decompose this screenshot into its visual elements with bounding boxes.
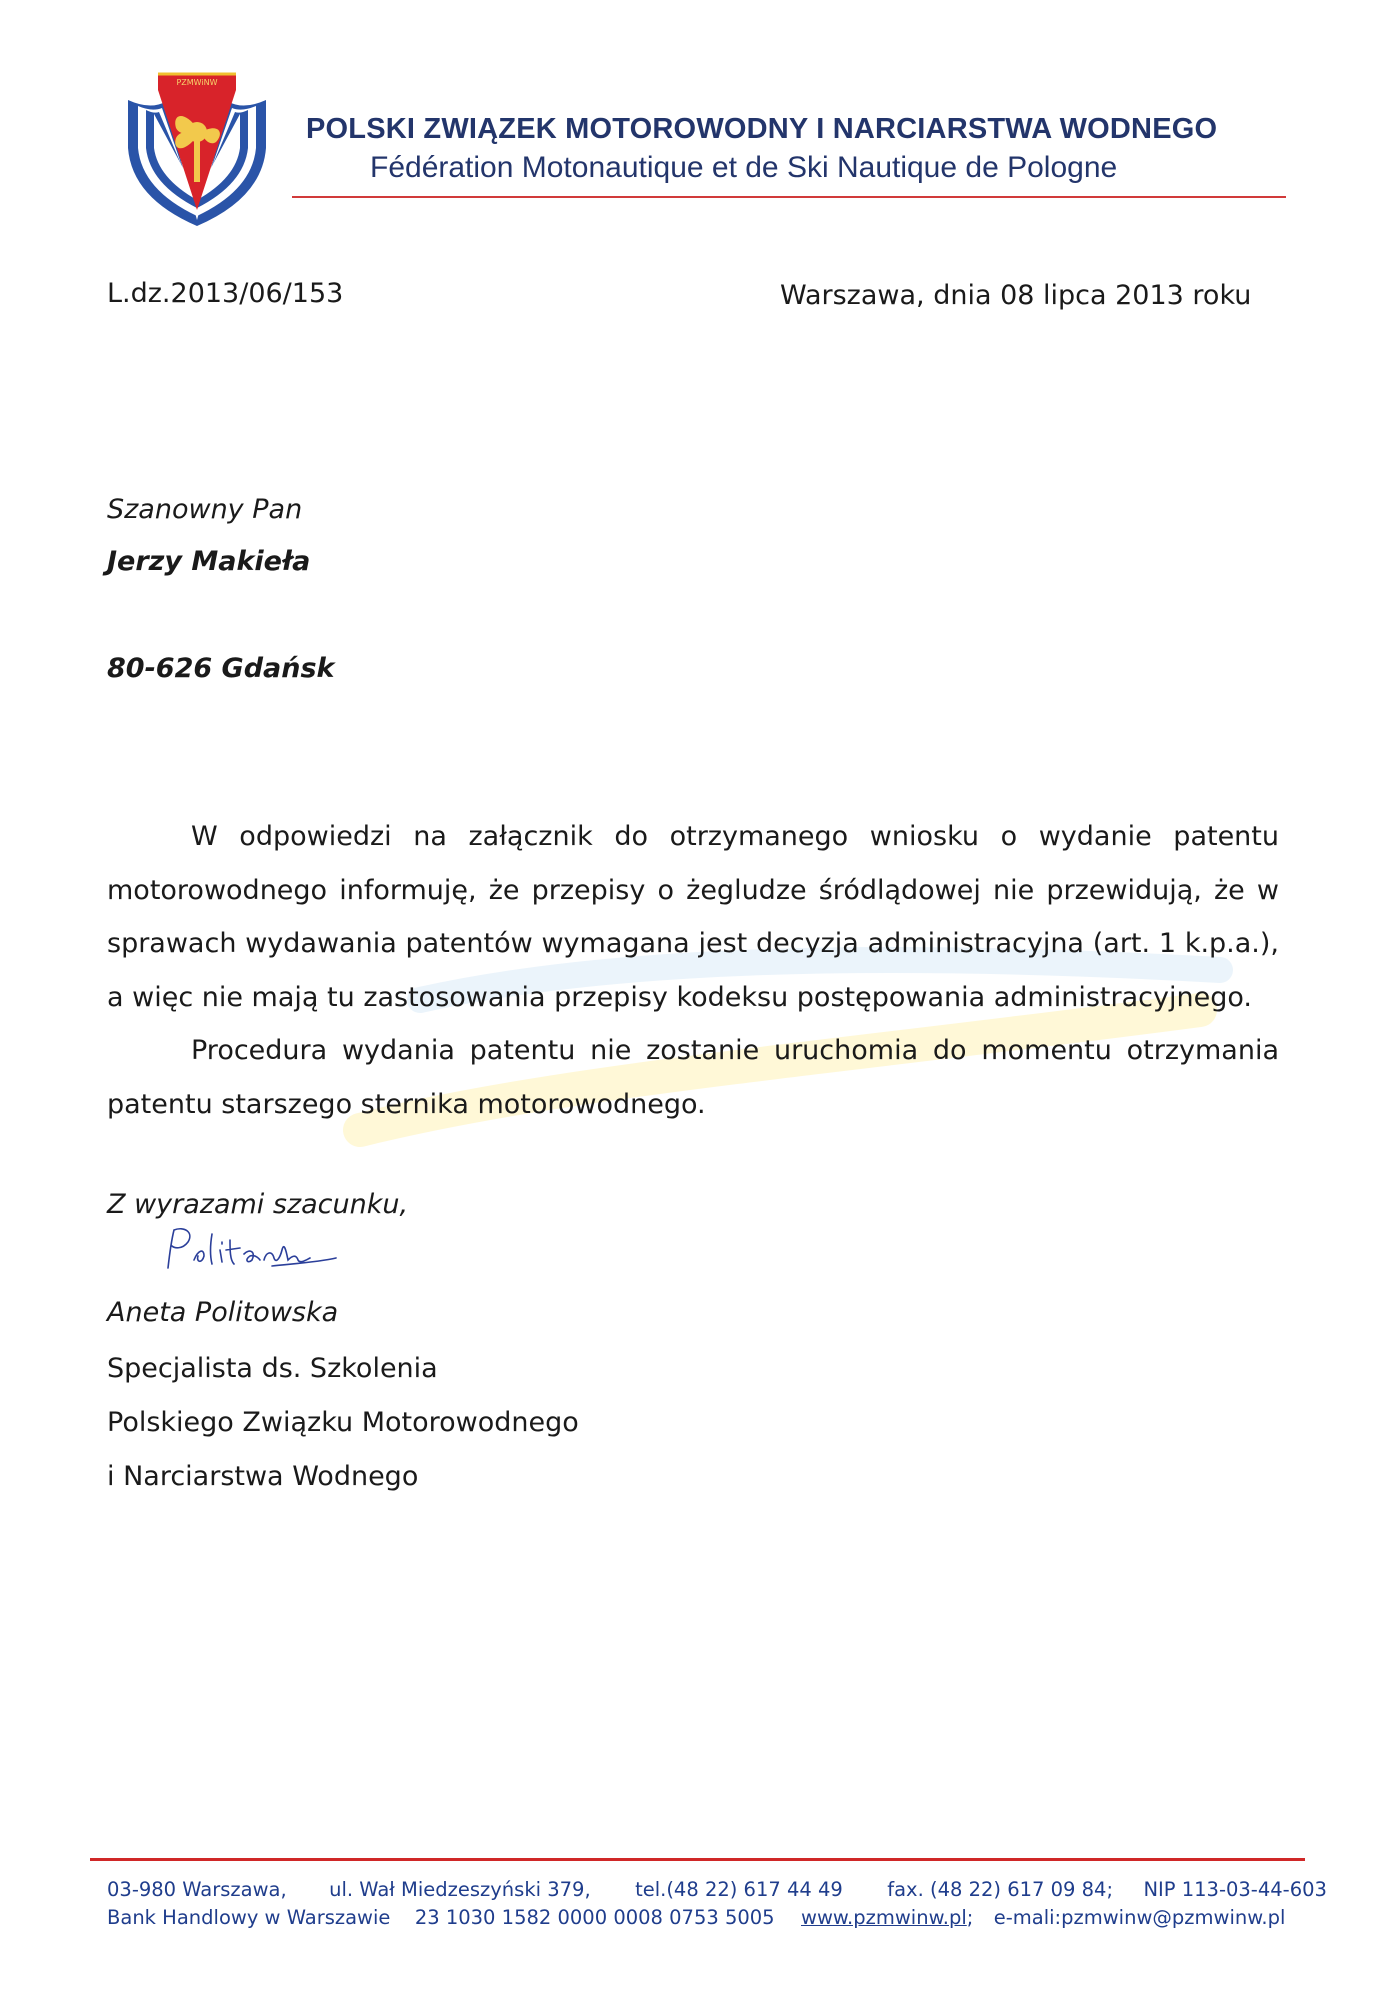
federation-logo xyxy=(124,70,270,228)
recipient-name: Jerzy Makieła xyxy=(107,546,311,577)
signer-title: Specjalista ds. Szkolenia xyxy=(107,1353,438,1384)
footer-separator: ; xyxy=(966,1906,974,1929)
salutation: Szanowny Pan xyxy=(107,494,303,525)
closing-phrase: Z wyrazami szacunku, xyxy=(107,1189,409,1220)
body-line: motorowodnego informuję, że przepisy o żegludze śródlądowej nie przewidują, że w xyxy=(107,874,1279,906)
place-and-date: Warszawa, dnia 08 lipca 2013 roku xyxy=(780,280,1252,311)
footer-account: 23 1030 1582 0000 0008 0753 5005 xyxy=(414,1906,775,1929)
footer-nip: NIP 113-03-44-603 xyxy=(1143,1878,1327,1901)
body-line: W odpowiedzi na załącznik do otrzymanego wniosku o wydanie patentu xyxy=(191,821,1279,852)
footer-address: 03-980 Warszawa, xyxy=(107,1878,287,1901)
footer-phone: tel.(48 22) 617 44 49 xyxy=(635,1878,843,1901)
recipient-city: 80-626 Gdańsk xyxy=(107,653,335,684)
signer-organization-line-2: i Narciarstwa Wodnego xyxy=(107,1461,419,1492)
organization-name-french: Fédération Motonautique et de Ski Nautique de Pologne xyxy=(370,151,1118,184)
header-divider xyxy=(292,196,1286,198)
footer-contact-line xyxy=(107,1878,1327,1901)
svg-text:PZMWiNW: PZMWiNW xyxy=(176,78,218,87)
footer-street: ul. Wał Miedzeszyński 379, xyxy=(329,1878,591,1901)
body-line: Procedura wydania patentu nie zostanie uruchomia do momentu otrzymania xyxy=(191,1035,1279,1066)
reference-number: L.dz.2013/06/153 xyxy=(107,278,344,309)
letter-body xyxy=(107,810,1279,1131)
signer-organization-line-1: Polskiego Związku Motorowodnego xyxy=(107,1407,579,1438)
organization-name: POLSKI ZWIĄZEK MOTOROWODNY I NARCIARSTWA WODNEGO xyxy=(306,113,1218,145)
footer-email[interactable]: e-mali:pzmwinw@pzmwinw.pl xyxy=(993,1906,1286,1929)
footer-bank-line xyxy=(107,1906,1285,1929)
body-line: sprawach wydawania patentów wymagana jest decyzja administracyjna (art. 1 k.p.a.), xyxy=(107,928,1279,959)
body-line: patentu starszego sternika motorowodnego. xyxy=(107,1088,706,1120)
signer-name: Aneta Politowska xyxy=(107,1297,339,1328)
footer-bank: Bank Handlowy w Warszawie xyxy=(107,1906,391,1929)
footer-fax: fax. (48 22) 617 09 84; xyxy=(887,1878,1114,1901)
handwritten-signature xyxy=(160,1220,340,1280)
body-line: a więc nie mają tu zastosowania przepisy kodeksu postępowania administracyjnego. xyxy=(107,981,1252,1013)
footer-website-link[interactable]: www.pzmwinw.pl xyxy=(801,1906,967,1929)
footer-divider xyxy=(90,1858,1305,1861)
